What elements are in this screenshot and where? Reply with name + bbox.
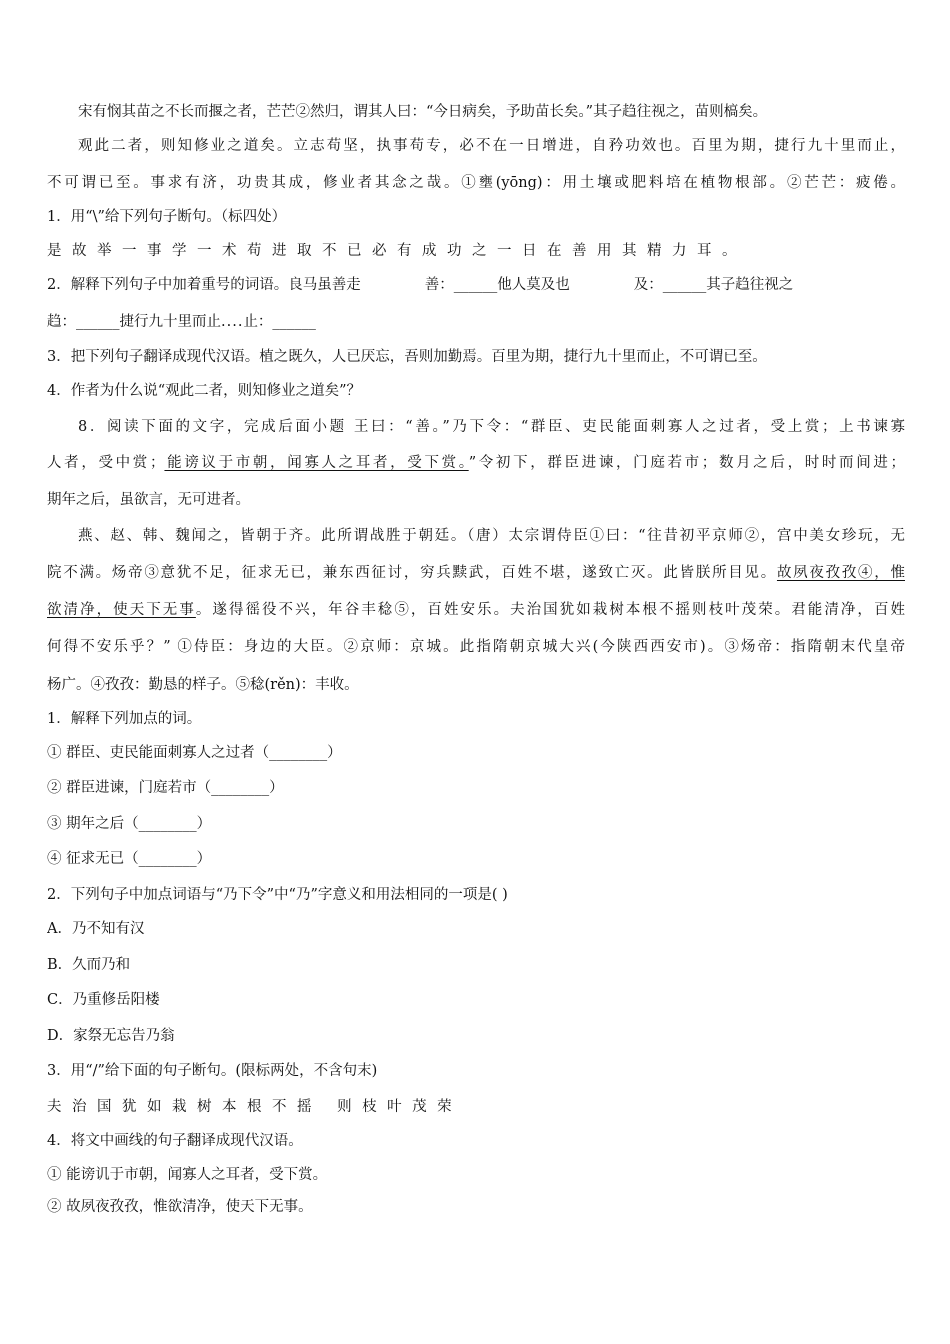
q7-2-part-b: 善：______他人莫及也 bbox=[424, 277, 570, 293]
q8-3-label: 3．用“/”给下面的句子断句。(限标两处，不含句末) bbox=[47, 1063, 378, 1079]
q8-1-item: ① 群臣、吏民能面刺寡人之过者（________） bbox=[47, 745, 342, 761]
q8-2-option-b: B．久而乃和 bbox=[47, 957, 131, 973]
q7-1-label: 1．用“\”给下列句子断句。（标四处） bbox=[47, 209, 287, 225]
passage7-line-3: 不可谓已至。事求有济，功贵其成，修业者其念之哉。①壅(yōng)：用土壤或肥料培在植物根部。②芒芒：疲倦。 bbox=[47, 175, 905, 191]
passage7-line-1: 宋有悯其苗之不长而揠之者，芒芒②然归，谓其人曰：“今日病矣，予助苗长矣。”其子趋往视之，苗则槁矣。 bbox=[78, 104, 768, 120]
q7-2-part-a: 2．解释下列句子中加着重号的词语。良马虽善走 bbox=[47, 277, 361, 293]
q8-1-label: 1．解释下列加点的词。 bbox=[47, 711, 202, 727]
q7-2-part-d: 趋：______捷行九十里而止 bbox=[47, 314, 221, 330]
q7-2-line bbox=[47, 274, 905, 296]
q8-2-label: 2．下列句子中加点词语与“乃下令”中“乃”字意义和用法相同的一项是( ) bbox=[47, 887, 508, 903]
passage7-line-2: 观此二者，则知修业之道矣。立志苟坚，执事苟专，必不在一日增进，自矜功效也。百里为期，捷行九十里而止， bbox=[78, 138, 905, 154]
passage8-p2-line-3-b: 。遂得徭役不兴，年谷丰稔⑤，百姓安乐。夫治国犹如栽树本根不摇则枝叶茂荣。君能清净，百姓 bbox=[195, 602, 905, 618]
q7-3: 3．把下列句子翻译成现代汉语。植之既久，人已厌忘，吾则加勤焉。百里为期，捷行九十里而止，不可谓已至。 bbox=[47, 349, 767, 365]
passage8-line-2-b: ”令初下，群臣进谏，门庭若市；数月之后，时时而间进； bbox=[468, 455, 905, 471]
passage8-underlined-sentence-2b: 欲清净，使天下无事 bbox=[47, 602, 196, 618]
q8-2-option-a: A．乃不知有汉 bbox=[47, 921, 145, 937]
passage8-p2-line-2-a: 院不满。炀帝③意犹不足，征求无已，兼东西征讨，穷兵黩武，百姓不堪，遂致亡灭。此皆朕所目见。 bbox=[47, 565, 777, 581]
q8-3-text: 夫治国犹如栽树本根不摇 则枝叶茂荣 bbox=[47, 1099, 463, 1115]
q7-2-line-2: 趋：______捷行九十里而止....止：______ bbox=[47, 314, 316, 330]
q7-1-text: 是故举一事学一术苟进取不已必有成功之一日在善用其精力耳。 bbox=[47, 243, 747, 259]
passage8-line-2-a: 人者，受中赏； bbox=[47, 455, 165, 471]
passage8-line-2 bbox=[47, 452, 905, 474]
passage8-p2-line-2 bbox=[47, 562, 905, 584]
passage8-underlined-sentence-2a: 故夙夜孜孜④，惟 bbox=[776, 565, 905, 581]
passage8-p2-line-4: 何得不安乐乎？” ①侍臣：身边的大臣。②京师：京城。此指隋朝京城大兴(今陕西西安市)。③炀帝：指隋朝末代皇帝 bbox=[47, 639, 905, 655]
q8-4-item: ① 能谤讥于市朝，闻寡人之耳者，受下赏。 bbox=[47, 1167, 328, 1183]
q8-4-label: 4．将文中画线的句子翻译成现代汉语。 bbox=[47, 1133, 303, 1149]
q8-2-option-c: C．乃重修岳阳楼 bbox=[47, 992, 160, 1008]
q7-2-part-c: 及：______其子趋往视之 bbox=[633, 277, 794, 293]
passage8-p2-line-3 bbox=[47, 599, 905, 621]
q8-4-item: ② 故夙夜孜孜，惟欲清净，使天下无事。 bbox=[47, 1199, 313, 1215]
q8-1-item: ④ 征求无已（________） bbox=[47, 851, 212, 867]
q8-1-item: ③ 期年之后（________） bbox=[47, 816, 212, 832]
passage8-intro: 8．阅读下面的文字，完成后面小题 王曰：“善。”乃下令：“群臣、吏民能面刺寡人之过者，受上赏；上书谏寡 bbox=[78, 419, 905, 435]
passage8-p2-line-5: 杨广。④孜孜：勤恳的样子。⑤稔(rěn)：丰收。 bbox=[47, 677, 359, 693]
q7-4: 4．作者为什么说“观此二者，则知修业之道矣”？ bbox=[47, 383, 362, 399]
passage8-underlined-sentence-1: 能谤议于市朝，闻寡人之耳者，受下赏。 bbox=[164, 455, 469, 471]
passage8-p2-line-1: 燕、赵、韩、魏闻之，皆朝于齐。此所谓战胜于朝廷。（唐）太宗谓侍臣①曰：“往昔初平京师②，宫中美女珍玩，无 bbox=[78, 528, 905, 544]
passage8-line-3: 期年之后，虽欲言，无可进者。 bbox=[47, 492, 250, 508]
q7-2-part-e: 止：______ bbox=[243, 314, 316, 330]
q8-2-option-d: D．家祭无忘告乃翁 bbox=[47, 1028, 175, 1044]
q8-1-item: ② 群臣进谏，门庭若市（________） bbox=[47, 780, 284, 796]
